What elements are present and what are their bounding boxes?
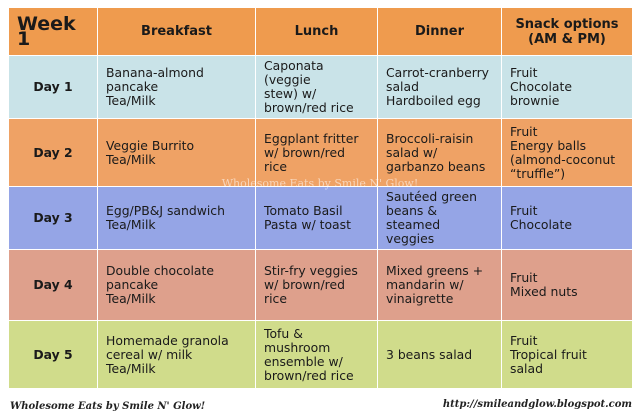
snack-cell: Fruit Tropical fruit salad [502, 321, 633, 389]
day-row [9, 187, 633, 250]
lunch-cell: Caponata (veggie stew) w/ brown/red rice [256, 56, 378, 119]
day-row [9, 56, 633, 119]
column-header-lunch: Lunch [256, 8, 378, 56]
dinner-cell: Mixed greens + mandarin w/ vinaigrette [378, 250, 502, 321]
breakfast-cell: Banana-almond pancake Tea/Milk [98, 56, 256, 119]
footer-brand: Wholesome Eats by Smile N' Glow! [10, 401, 206, 412]
dinner-cell: Sautéed green beans & steamed veggies [378, 187, 502, 250]
breakfast-cell: Homemade granola cereal w/ milk Tea/Milk [98, 321, 256, 389]
day-label: Day 2 [9, 119, 98, 187]
meal-plan-table [8, 7, 633, 389]
day-label: Day 1 [9, 56, 98, 119]
snack-cell: Fruit Chocolate [502, 187, 633, 250]
breakfast-cell: Double chocolate pancake Tea/Milk [98, 250, 256, 321]
day-row [9, 321, 633, 389]
header-row [9, 8, 633, 56]
watermark-text: Wholesome Eats by Smile N' Glow! [221, 177, 419, 190]
snack-cell: Fruit Mixed nuts [502, 250, 633, 321]
column-header-dinner: Dinner [378, 8, 502, 56]
dinner-cell: Carrot-cranberry salad Hardboiled egg [378, 56, 502, 119]
lunch-cell: Stir-fry veggies w/ brown/red rice [256, 250, 378, 321]
week-title: Week 1 [9, 8, 98, 56]
breakfast-cell: Egg/PB&J sandwich Tea/Milk [98, 187, 256, 250]
column-header-snacks: Snack options (AM & PM) [502, 8, 633, 56]
day-label: Day 5 [9, 321, 98, 389]
lunch-cell: Eggplant fritter w/ brown/red rice [256, 119, 378, 187]
column-header-breakfast: Breakfast [98, 8, 256, 56]
footer-url[interactable]: http://smileandglow.blogspot.com [442, 399, 632, 410]
day-row [9, 119, 633, 187]
day-label: Day 4 [9, 250, 98, 321]
snack-cell: Fruit Energy balls (almond-coconut “truffle”) [502, 119, 633, 187]
day-label: Day 3 [9, 187, 98, 250]
dinner-cell: 3 beans salad [378, 321, 502, 389]
breakfast-cell: Veggie Burrito Tea/Milk [98, 119, 256, 187]
snack-cell: Fruit Chocolate brownie [502, 56, 633, 119]
dinner-cell: Broccoli-raisin salad w/ garbanzo beans [378, 119, 502, 187]
lunch-cell: Tomato Basil Pasta w/ toast [256, 187, 378, 250]
day-row [9, 250, 633, 321]
lunch-cell: Tofu & mushroom ensemble w/ brown/red rice [256, 321, 378, 389]
